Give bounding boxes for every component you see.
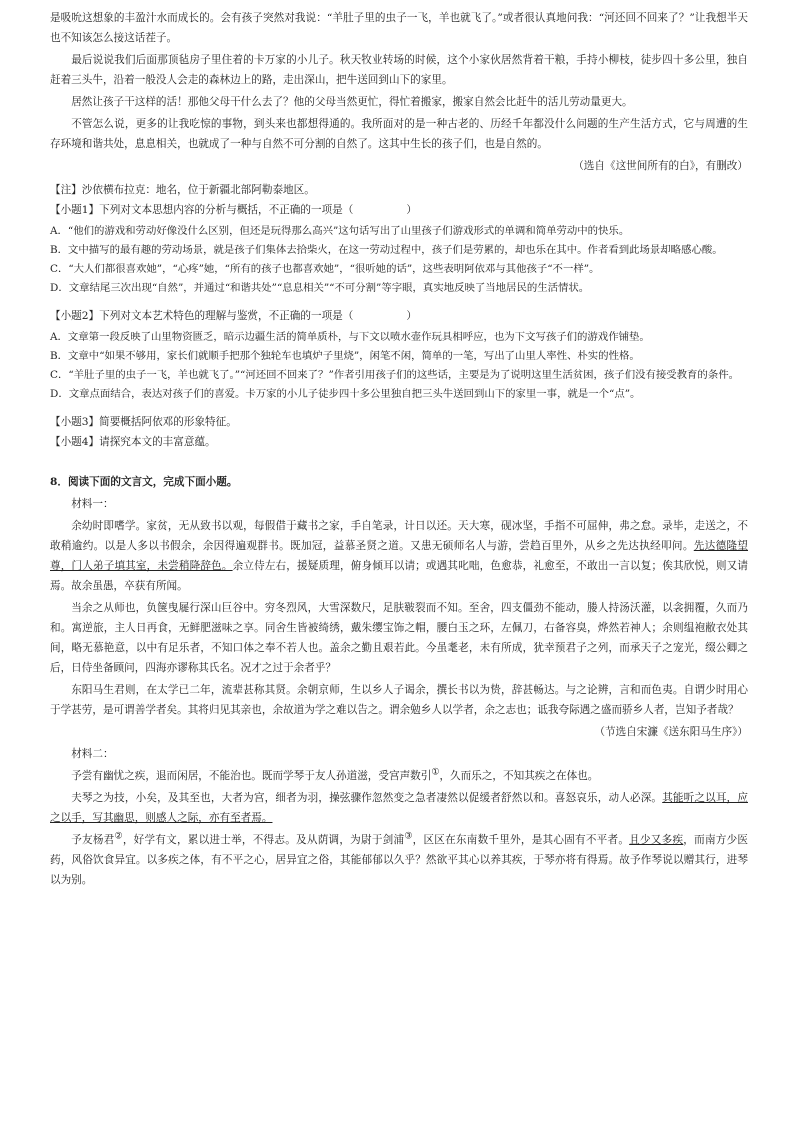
underlined-phrase: 且少又多疾 [629,834,684,846]
question-2-option-c: C．“羊肚子里的虫子一飞，羊也就飞了。”“河还回不回来了？”作者引用孩子们的这些话，主要是为了说明这里生活贫困，孩子们没有接受教育的条件。 [50,369,739,381]
material-2-paragraph-1-text-b: ，久而乐之，不知其疾之在体也。 [439,770,599,782]
material-2-paragraph-3-text-d: ，而南方少医药，风俗饮食异宜。以多疾之体，有不平之心，居异宜之俗，其能郁郁以久乎？然欲平其心以养其疾，于琴亦将有得焉。故予作琴说以赠其行，进琴以为别。 [50,834,749,886]
footnote-marker-2: ② [114,831,123,842]
material-2-label: 材料二： [71,748,114,760]
material-2-paragraph-3 [50,830,748,890]
material-2-paragraph-3-text-c: ，区区在东南数千里外，是其心固有不平者。 [412,834,630,846]
material-2-paragraph-3-text-b: ，好学有文，累以进士举，不得志。及从荫调，为尉于剑浦 [122,834,405,846]
footnote-marker-1: ① [431,767,440,778]
question-2-option-d: D．文章点面结合，表达对孩子们的喜爱。卡万家的小儿子徒步四十多公里独自把三头牛送回到山下的家里一事，就是一个“点”。 [50,388,641,400]
question-1-stem: 【小题1】下列对文本思想内容的分析与概括，不正确的一项是（ ） [50,204,417,216]
question-3: 【小题3】简要概括阿依邓的形象特征。 [50,416,237,428]
passage-paragraph-1: 是吸吮这想象的丰盈汁水而成长的。会有孩子突然对我说：“羊肚子里的虫子一飞，羊也就飞了。”或者很认真地问我：“河还回不回来了？”让我想半天也不知该怎么接这话茬子。 [50,12,748,44]
material-1-paragraph-1 [50,516,748,596]
material-2-paragraph-2-text-a: 夫琴之为技，小矣，及其至也，大者为宫，细者为羽，操弦骤作忽然变之急者凄然以促缓者舒然以和。喜怒哀乐，动人必深。 [71,792,663,804]
passage-source: （选自《这世间所有的白》，有删改） [573,160,748,172]
passage-paragraph-3: 居然让孩子干这样的活！那他父母干什么去了？他的父母当然更忙，得忙着搬家，搬家自然会比赶牛的活儿劳动量更大。 [71,96,633,108]
material-1-source: （节选自宋濂《送东阳马生序》） [594,726,748,738]
question-1-option-a: A．“他们的游戏和劳动好像没什么区别，但还是玩得那么高兴”这句话写出了山里孩子们游戏形式的单调和简单劳动中的快乐。 [50,225,630,237]
material-1-paragraph-2: 当余之从师也，负箧曳屣行深山巨谷中。穷冬烈风，大雪深数尺，足肤皲裂而不知。至舍，四支僵劲不能动，媵人持汤沃灌，以衾拥覆，久而乃和。寓逆旅，主人日再食，无鲜肥滋味之享。同舍生皆被绮绣，戴朱缨宝饰之帽，腰白玉之环，左佩刀，右备容臭，烨然若神人；余则缊袍敝衣处其间，略无慕艳意，以中有足乐者，不知口体之奉不若人也。盖余之勤且艰若此。今虽耄老，未有所成，犹幸预君子之列，而承天子之宠光，缀公卿之后，日侍坐备顾问，四海亦谬称其氏名。况才之过于余者乎？ [50,602,748,674]
material-1-label: 材料一： [71,498,114,510]
material-1-paragraph-3: 东阳马生君则，在太学已二年，流辈甚称其贤。余朝京师，生以乡人子谒余，撰长书以为贽，辞甚畅达。与之论辨，言和而色夷。自谓少时用心于学甚劳，是可谓善学者矣。其将归见其亲也，余故道为学之难以告之。谓余勉乡人以学者，余之志也；诋我夸际遇之盛而骄乡人者，岂知予者哉？ [50,684,748,716]
material-2-paragraph-1 [50,766,748,786]
section-8-title: 8．阅读下面的文言文，完成下面小题。 [50,476,238,488]
note: 【注】沙依横布拉克：地名，位于新疆北部阿勒泰地区。 [50,184,315,196]
question-4: 【小题4】请探究本文的丰富意蕴。 [50,436,216,448]
material-2-paragraph-1-text-a: 予尝有幽忧之疾，退而闲居，不能治也。既而学琴于友人孙道滋，受宫声数引 [71,770,432,782]
question-1-option-b: B．文中描写的最有趣的劳动场景，就是孩子们集体去拾柴火，在这一劳动过程中，孩子们是劳累的，却也乐在其中。作者看到此场景却略感心酸。 [50,244,723,256]
underlined-sentence-2: 其能听之以耳，应之以手，写其幽思，则感人之际，亦有至者焉。 [50,792,748,824]
underlined-sentence-1: 先达德隆望尊，门人弟子填其室，未尝稍降辞色。 [50,540,749,572]
footnote-marker-3: ③ [404,831,413,842]
question-2-stem: 【小题2】下列对文本艺术特色的理解与鉴赏，不正确的一项是（ ） [50,310,417,322]
passage-paragraph-2: 最后说说我们后面那顶毡房子里住着的卡万家的小儿子。秋天牧业转场的时候，这个小家伙居然背着干粮，手持小柳枝，徒步四十多公里，独自赶着三头牛，沿着一般没人会走的森林边上的路，走出深山，把牛送回到山下的家里。 [50,54,748,86]
question-2-option-b: B．文章中“如果不够用，家长们就顺手把那个独轮车也填炉子里烧”，闲笔不闲，简单的一笔，写出了山里人率性、朴实的性格。 [50,350,640,362]
question-1-option-d: D．文章结尾三次出现“自然”，并通过“和谐共处”“息息相关”“不可分割”等字眼，真实地反映了当地居民的生活情状。 [50,282,590,294]
passage-paragraph-4: 不管怎么说，更多的让我吃惊的事物，到头来也都想得通的。我所面对的是一种古老的、历经千年都没什么问题的生产生活方式，它与周遭的生存环境和谐共处，息息相关，也就成了一种与自然不可分割的自然了。这其中生长的孩子们，也是自然的。 [50,118,748,150]
material-1-paragraph-1-text-b: 余立侍左右，援疑质理，俯身倾耳以请；或遇其叱咄，色愈恭，礼愈至，不敢出一言以复；俟其欣悦，则又请焉。故余虽愚，卒获有所闻。 [50,560,748,592]
material-1-paragraph-1-text-a: 余幼时即嗜学。家贫，无从致书以观，每假借于藏书之家，手自笔录，计日以还。天大寒，砚冰坚，手指不可屈伸，弗之怠。录毕，走送之，不敢稍逾约。以是人多以书假余，余因得遍观群书。既加冠，益慕圣贤之道。又患无硕师名人与游，尝趋百里外，从乡之先达执经叩问。 [50,520,748,552]
question-1-option-c: C．“大人们都很喜欢她”，“心疼”她，“所有的孩子也都喜欢她”，“很听她的话”，这些表明阿依邓与其他孩子“不一样”。 [50,263,600,275]
material-2-paragraph-2 [50,788,748,828]
material-2-paragraph-3-text-a: 予友杨君 [71,834,115,846]
question-2-option-a: A．文章第一段反映了山里物资匮乏，暗示边疆生活的简单质朴，与下文以喷水壶作玩具相呼应，也为下文写孩子们的游戏作铺垫。 [50,331,650,343]
